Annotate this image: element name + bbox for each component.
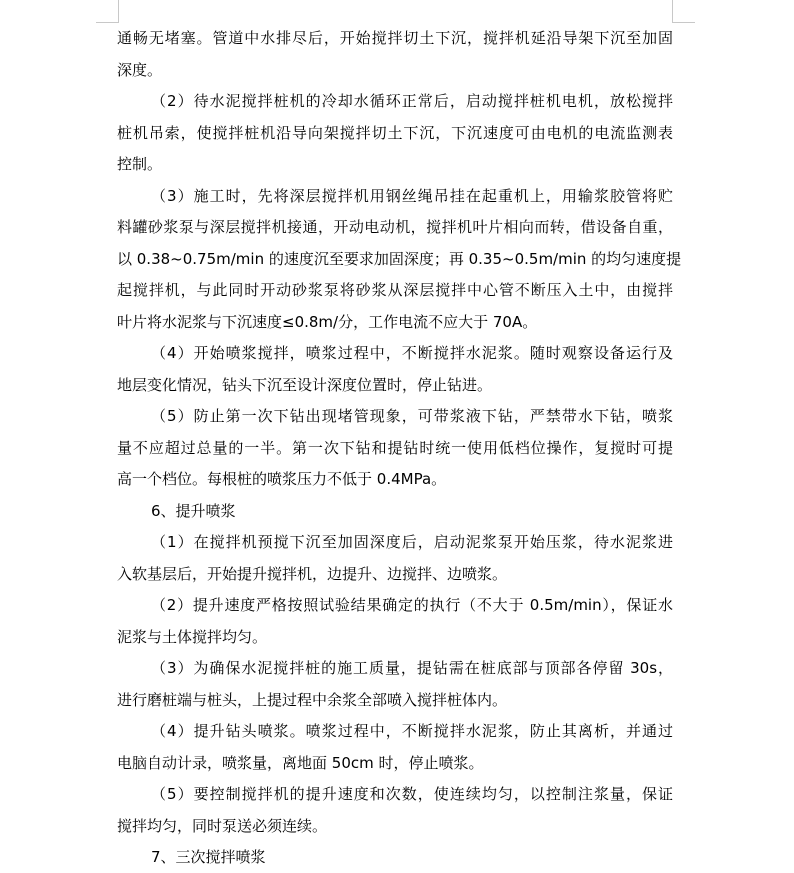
text-line: （2）待水泥搅拌桩机的冷却水循环正常后，启动搅拌桩机电机，放松搅拌: [151, 92, 673, 110]
text-line: 深度。: [117, 60, 163, 79]
text-line: 高一个档位。每根桩的喷浆压力不低于 0.4MPa。: [117, 470, 447, 488]
page-margin-corner-right: [672, 0, 695, 23]
text-line: （4）提升钻头喷浆。喷浆过程中，不断搅拌水泥浆，防止其离析，并通过: [151, 722, 673, 740]
text-line: （2）提升速度严格按照试验结果确定的执行（不大于 0.5m/min），保证水: [151, 596, 673, 614]
text-line: 7、三次搅拌喷浆: [151, 848, 266, 866]
text-line: （3）施工时，先将深层搅拌机用钢丝绳吊挂在起重机上，用输浆胶管将贮: [151, 186, 673, 205]
text-line: 电脑自动计录，喷浆量，离地面 50cm 时，停止喷浆。: [117, 753, 484, 772]
page-margin-corner-left: [96, 0, 119, 23]
text-line: 6、提升喷浆: [151, 501, 236, 520]
text-line: （1）在搅拌机预搅下沉至加固深度后，启动泥浆泵开始压浆，待水泥浆进: [151, 533, 673, 551]
text-line: 叶片将水泥浆与下沉速度≤0.8m/分，工作电流不应大于 70A。: [117, 312, 538, 331]
text-line: 搅拌均匀，同时泵送必须连续。: [117, 816, 328, 835]
text-line: 控制。: [117, 155, 163, 173]
text-line: 量不应超过总量的一半。第一次下钻和提钻时统一使用低档位操作，复搅时可提: [117, 438, 673, 457]
text-line: 以 0.38~0.75m/min 的速度沉至要求加固深度；再 0.35~0.5m/min 的均匀速度提: [117, 249, 682, 268]
text-line: 进行磨桩端与桩头，上提过程中余浆全部喷入搅拌桩体内。: [117, 690, 508, 709]
text-line: （5）防止第一次下钻出现堵管现象，可带浆液下钻，严禁带水下钻，喷浆: [151, 407, 673, 425]
text-line: 地层变化情况，钻头下沉至设计深度位置时，停止钻进。: [117, 375, 493, 394]
text-line: 泥浆与土体搅拌均匀。: [117, 627, 268, 646]
text-line: 桩机吊索，使搅拌桩机沿导向架搅拌切土下沉，下沉速度可由电机的电流监测表: [117, 123, 673, 142]
text-line: 入软基层后，开始提升搅拌机，边提升、边搅拌、边喷浆。: [117, 564, 508, 583]
text-line: （4）开始喷浆搅拌，喷浆过程中，不断搅拌水泥浆。随时观察设备运行及: [151, 344, 673, 362]
text-line: 料罐砂浆泵与深层搅拌机接通，开动电动机，搅拌机叶片相向而转，借设备自重，: [117, 218, 673, 236]
text-line: 通畅无堵塞。管道中水排尽后，开始搅拌切土下沉，搅拌机延沿导架下沉至加固: [117, 29, 673, 47]
text-line: 起搅拌机，与此同时开动砂浆泵将砂浆从深层搅拌中心管不断压入土中，由搅拌: [117, 281, 673, 299]
text-line: （3）为确保水泥搅拌桩的施工质量，提钻需在桩底部与顶部各停留 30s，: [151, 659, 673, 677]
text-line: （5）要控制搅拌机的提升速度和次数，使连续均匀，以控制注浆量，保证: [151, 785, 673, 803]
